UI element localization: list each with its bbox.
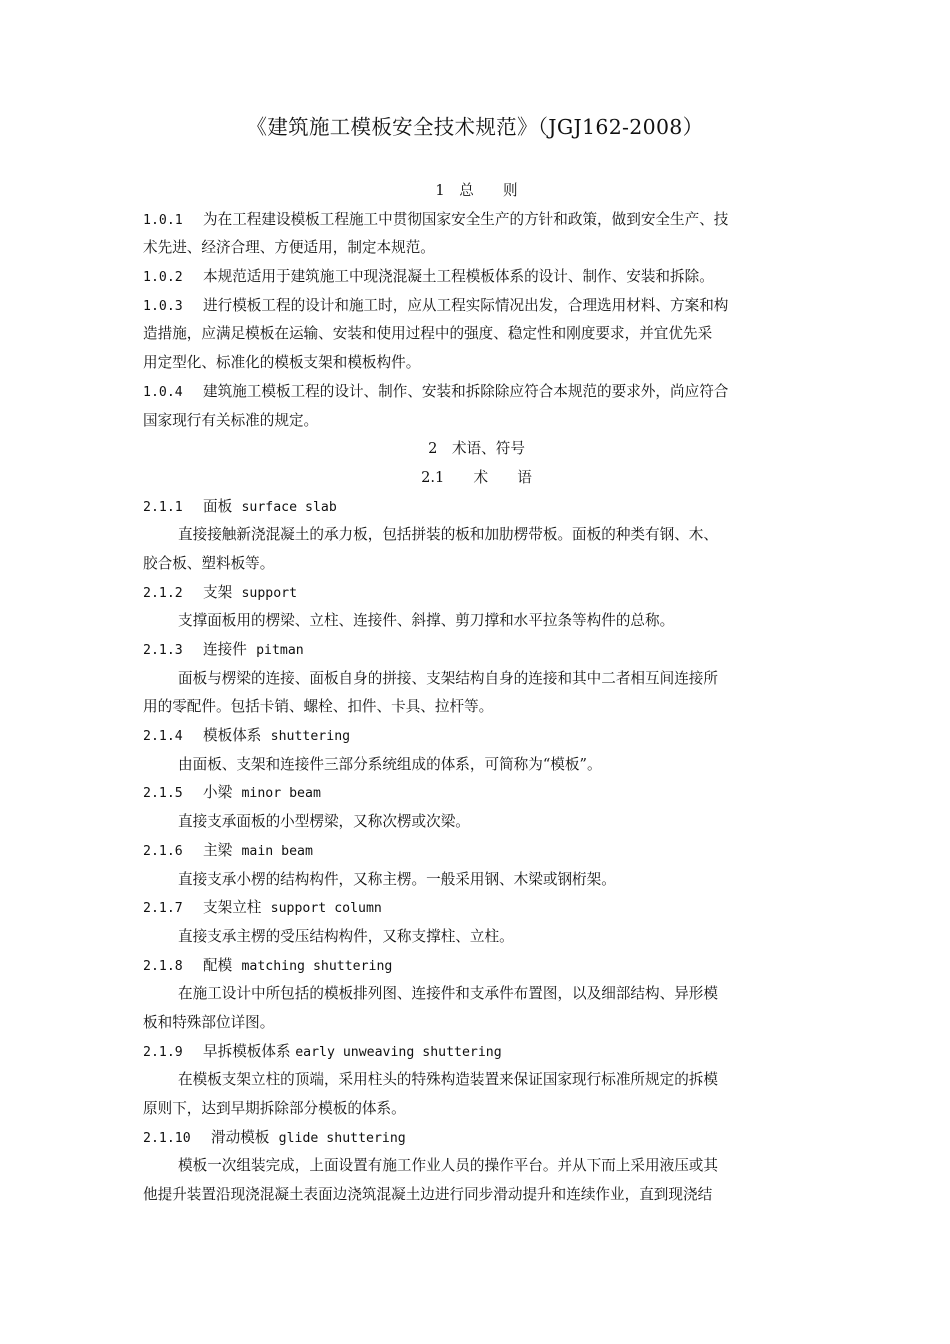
term-number: 2.1.7 [143, 901, 183, 917]
term-definition-continued: 用的零配件。包括卡销、螺栓、扣件、卡具、拉杆等。 [143, 698, 494, 716]
clause-text: 进行模板工程的设计和施工时，应从工程实际情况出发，合理选用材料、方案和构 [203, 296, 729, 314]
document-title: 《建筑施工模板安全技术规范》（JGJ162-2008） [246, 115, 704, 139]
clause-text: 为在工程建设模板工程施工中贯彻国家安全生产的方针和政策，做到安全生产、技 [203, 210, 729, 228]
clause-1-0-1 [143, 206, 810, 235]
clause-text: 建筑施工模板工程的设计、制作、安装和拆除除应符合本规范的要求外，尚应符合 [203, 382, 729, 400]
term-definition: 支撑面板用的楞梁、立柱、连接件、斜撑、剪刀撑和水平拉条等构件的总称。 [178, 612, 675, 630]
term-number: 2.1.8 [143, 958, 183, 974]
term-english: support [241, 585, 298, 601]
term-number: 2.1.3 [143, 643, 183, 658]
term-definition: 直接支承面板的小型楞梁，又称次楞或次梁。 [178, 813, 470, 831]
term-english: minor beam [241, 786, 321, 802]
clause-1-0-4 [143, 378, 810, 407]
term-definition: 直接接触新浇混凝土的承力板，包括拼装的板和加肋楞带板。面板的种类有钢、木、 [178, 526, 718, 544]
term-2-1-2 [143, 579, 810, 608]
term-2-1-7 [143, 894, 810, 923]
term-number: 2.1.5 [143, 786, 183, 802]
term-2-1-5 [143, 779, 810, 808]
term-number: 2.1.2 [143, 585, 183, 601]
term-2-1-8 [143, 952, 810, 981]
clause-number: 1.0.4 [143, 384, 183, 400]
term-definition: 面板与楞梁的连接、面板自身的拼接、支架结构自身的连接和其中二者相互间连接所 [178, 669, 718, 687]
term-definition: 在施工设计中所包括的模板排列图、连接件和支承件布置图，以及细部结构、异形模 [178, 985, 718, 1003]
term-english: surface slab [241, 499, 337, 515]
term-name: 主梁 [203, 841, 233, 859]
term-number: 2.1.6 [143, 843, 183, 859]
clause-1-0-2 [143, 263, 810, 292]
term-name: 连接件 [203, 641, 247, 658]
clause-text-continued: 用定型化、标准化的模板支架和模板构件。 [143, 354, 421, 372]
term-definition: 直接支承小楞的结构构件，又称主楞。一般采用钢、木梁或钢桁架。 [178, 870, 616, 888]
term-number: 2.1.9 [143, 1044, 183, 1060]
term-name: 支架 [203, 583, 233, 601]
term-name: 小梁 [203, 784, 233, 802]
term-name: 面板 [203, 497, 233, 515]
clause-1-0-3 [143, 292, 810, 321]
term-name: 滑动模板 [211, 1128, 270, 1146]
term-number: 2.1.4 [143, 729, 183, 745]
term-english: pitman [256, 643, 304, 658]
term-definition-continued: 板和特殊部位详图。 [143, 1013, 275, 1031]
term-english: matching shuttering [241, 958, 393, 974]
term-definition: 模板一次组装完成，上面设置有施工作业人员的操作平台。并从下而上采用液压或其 [178, 1157, 718, 1175]
term-2-1-10 [143, 1124, 810, 1153]
term-english: glide shuttering [278, 1130, 406, 1146]
term-2-1-4 [143, 722, 810, 751]
term-definition: 直接支承主楞的受压结构构件，又称支撑柱、立柱。 [178, 927, 514, 945]
document-body [143, 177, 810, 1210]
clause-text-continued: 造措施，应满足模板在运输、安装和使用过程中的强度、稳定性和刚度要求，并宜优先采 [143, 325, 713, 343]
term-english: main beam [241, 843, 313, 859]
term-english: shuttering [270, 729, 351, 745]
term-2-1-9 [143, 1038, 810, 1067]
term-name: 早拆模板体系 [203, 1042, 291, 1060]
term-english: support column [270, 901, 382, 917]
term-2-1-1 [143, 493, 810, 522]
clause-text: 本规范适用于建筑施工中现浇混凝土工程模板体系的设计、制作、安装和拆除。 [203, 268, 714, 286]
section-2-1-heading: 2.1 术 语 [421, 468, 532, 486]
term-number: 2.1.10 [143, 1130, 191, 1146]
term-2-1-3 [143, 636, 810, 665]
term-name: 配模 [203, 956, 233, 974]
term-definition: 在模板支架立柱的顶端，采用柱头的特殊构造装置来保证国家现行标准所规定的拆模 [178, 1071, 718, 1089]
term-definition-continued: 胶合板、塑料板等。 [143, 554, 275, 572]
term-2-1-6 [143, 837, 810, 866]
clause-number: 1.0.3 [143, 298, 183, 314]
clause-text-continued: 术先进、经济合理、方便适用，制定本规范。 [143, 239, 435, 257]
term-definition: 由面板、支架和连接件三部分系统组成的体系，可简称为“模板”。 [178, 755, 602, 773]
clause-text-continued: 国家现行有关标准的规定。 [143, 411, 319, 429]
term-name: 支架立柱 [203, 899, 262, 917]
term-definition-continued: 他提升装置沿现浇混凝土表面边浇筑混凝土边进行同步滑动提升和连续作业，直到现浇结 [143, 1186, 713, 1204]
term-name: 模板体系 [203, 727, 262, 745]
term-number: 2.1.1 [143, 499, 183, 515]
term-english: early unweaving shuttering [295, 1044, 502, 1060]
term-definition-continued: 原则下，达到早期拆除部分模板的体系。 [143, 1100, 406, 1117]
clause-number: 1.0.2 [143, 270, 183, 286]
clause-number: 1.0.1 [143, 212, 183, 228]
chapter-2-heading: 2 术语、符号 [428, 440, 525, 458]
chapter-1-heading: 1 总 则 [435, 182, 518, 199]
